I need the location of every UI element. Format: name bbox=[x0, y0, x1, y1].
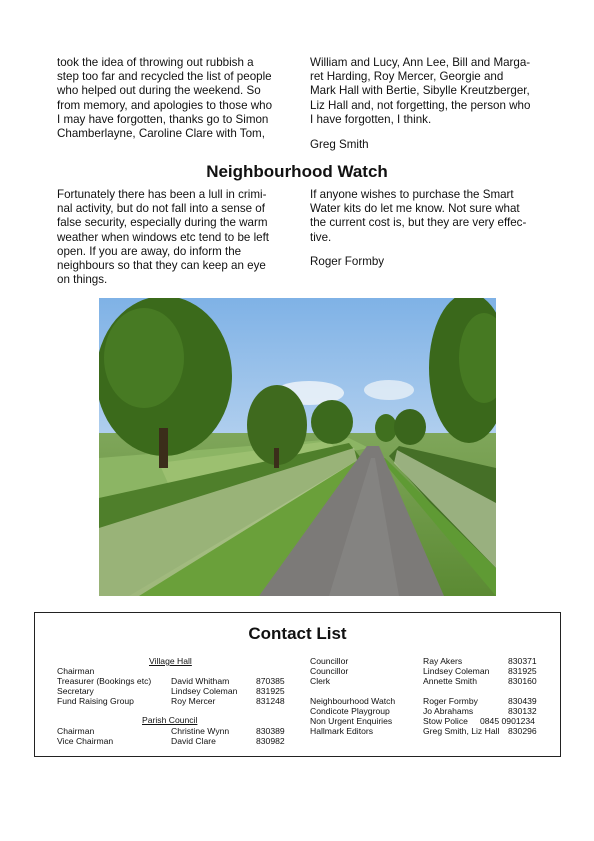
watch-left-column bbox=[57, 188, 287, 287]
contact-phone: 831248 bbox=[256, 696, 285, 706]
text-line: false security, especially during the warm bbox=[57, 216, 268, 230]
watch-right-column bbox=[310, 188, 540, 245]
contact-name: Roger Formby bbox=[423, 696, 478, 706]
text-line: Mark Hall with Bertie, Sibylle Kreutzberger, bbox=[310, 84, 530, 98]
contact-name: Stow Police bbox=[423, 716, 468, 726]
contact-role: Councillor bbox=[310, 666, 349, 676]
contact-role: Fund Raising Group bbox=[57, 696, 134, 706]
text-line: I may have forgotten, thanks go to Simon bbox=[57, 112, 269, 126]
contact-role: Neighbourhood Watch bbox=[310, 696, 396, 706]
text-line: tive. bbox=[310, 230, 332, 244]
country-lane-photo bbox=[99, 298, 496, 596]
contact-name: Annette Smith bbox=[423, 676, 477, 686]
text-line: neighbours so that they can keep an eye bbox=[57, 259, 266, 273]
contact-phone: 0845 0901234 bbox=[480, 716, 535, 726]
text-line: who helped out during the weekend. So bbox=[57, 84, 261, 98]
contact-phone: 830371 bbox=[508, 656, 537, 666]
contact-phone: 830160 bbox=[508, 676, 537, 686]
village-hall-heading: Village Hall bbox=[149, 656, 192, 666]
contact-phone: 830389 bbox=[256, 726, 285, 736]
contact-phone: 830132 bbox=[508, 706, 537, 716]
text-line: Chamberlayne, Caroline Clare with Tom, bbox=[57, 127, 265, 141]
contact-name: Lindsey Coleman bbox=[423, 666, 490, 676]
article-right-column bbox=[310, 56, 542, 127]
contact-role: Chairman bbox=[57, 726, 95, 736]
contact-name: Lindsey Coleman bbox=[171, 686, 238, 696]
contact-phone: 830982 bbox=[256, 736, 285, 746]
section-heading: Neighbourhood Watch bbox=[206, 162, 388, 181]
parish-council-heading: Parish Council bbox=[142, 715, 198, 725]
contact-name: Roy Mercer bbox=[171, 696, 216, 706]
contact-role: Councillor bbox=[310, 656, 349, 666]
contact-role: Treasurer (Bookings etc) bbox=[57, 676, 152, 686]
watch-signature: Roger Formby bbox=[310, 255, 385, 268]
contact-phone: 870385 bbox=[256, 676, 285, 686]
text-line: open. If you are away, do inform the bbox=[57, 244, 242, 258]
contact-phone: 831925 bbox=[256, 686, 285, 696]
article-left-column bbox=[57, 56, 289, 141]
contact-role: Hallmark Editors bbox=[310, 726, 374, 736]
text-line: on things. bbox=[57, 273, 108, 287]
text-line: the current cost is, but they are very effec- bbox=[310, 216, 527, 230]
contact-role: Condicote Playgroup bbox=[310, 706, 390, 716]
text-line: Fortunately there has been a lull in crimi- bbox=[57, 188, 267, 201]
contact-role: Vice Chairman bbox=[57, 736, 114, 746]
text-line: William and Lucy, Ann Lee, Bill and Marga- bbox=[310, 56, 531, 69]
contact-phone: 830296 bbox=[508, 726, 537, 736]
text-line: Water kits do let me know. Not sure what bbox=[310, 202, 520, 216]
contact-name: Jo Abrahams bbox=[423, 706, 474, 716]
text-line: Liz Hall and, not forgetting, the person who bbox=[310, 98, 531, 112]
text-line: from memory, and apologies to those who bbox=[57, 98, 273, 112]
contact-list-title: Contact List bbox=[248, 624, 347, 643]
contact-role: Clerk bbox=[310, 676, 331, 686]
contact-role: Secretary bbox=[57, 686, 94, 696]
text-line: nal activity, but do not fall into a sense of bbox=[57, 202, 265, 216]
text-line: took the idea of throwing out rubbish a bbox=[57, 56, 254, 69]
contact-name: Christine Wynn bbox=[171, 726, 230, 736]
contact-name: Greg Smith, Liz Hall bbox=[423, 726, 500, 736]
article-signature: Greg Smith bbox=[310, 138, 369, 151]
contact-name: David Whitham bbox=[171, 676, 230, 686]
text-line: step too far and recycled the list of people bbox=[57, 70, 272, 84]
contact-name: David Clare bbox=[171, 736, 216, 746]
text-line: weather when windows etc tend to be left bbox=[57, 230, 270, 244]
contact-list-box bbox=[34, 612, 561, 757]
contact-phone: 830439 bbox=[508, 696, 537, 706]
contact-phone: 831925 bbox=[508, 666, 537, 676]
text-line: I have forgotten, I think. bbox=[310, 112, 432, 126]
contact-role: Non Urgent Enquiries bbox=[310, 716, 393, 726]
contact-name: Ray Akers bbox=[423, 656, 463, 666]
text-line: If anyone wishes to purchase the Smart bbox=[310, 188, 514, 201]
contact-role: Chairman bbox=[57, 666, 95, 676]
text-line: ret Harding, Roy Mercer, Georgie and bbox=[310, 70, 504, 84]
